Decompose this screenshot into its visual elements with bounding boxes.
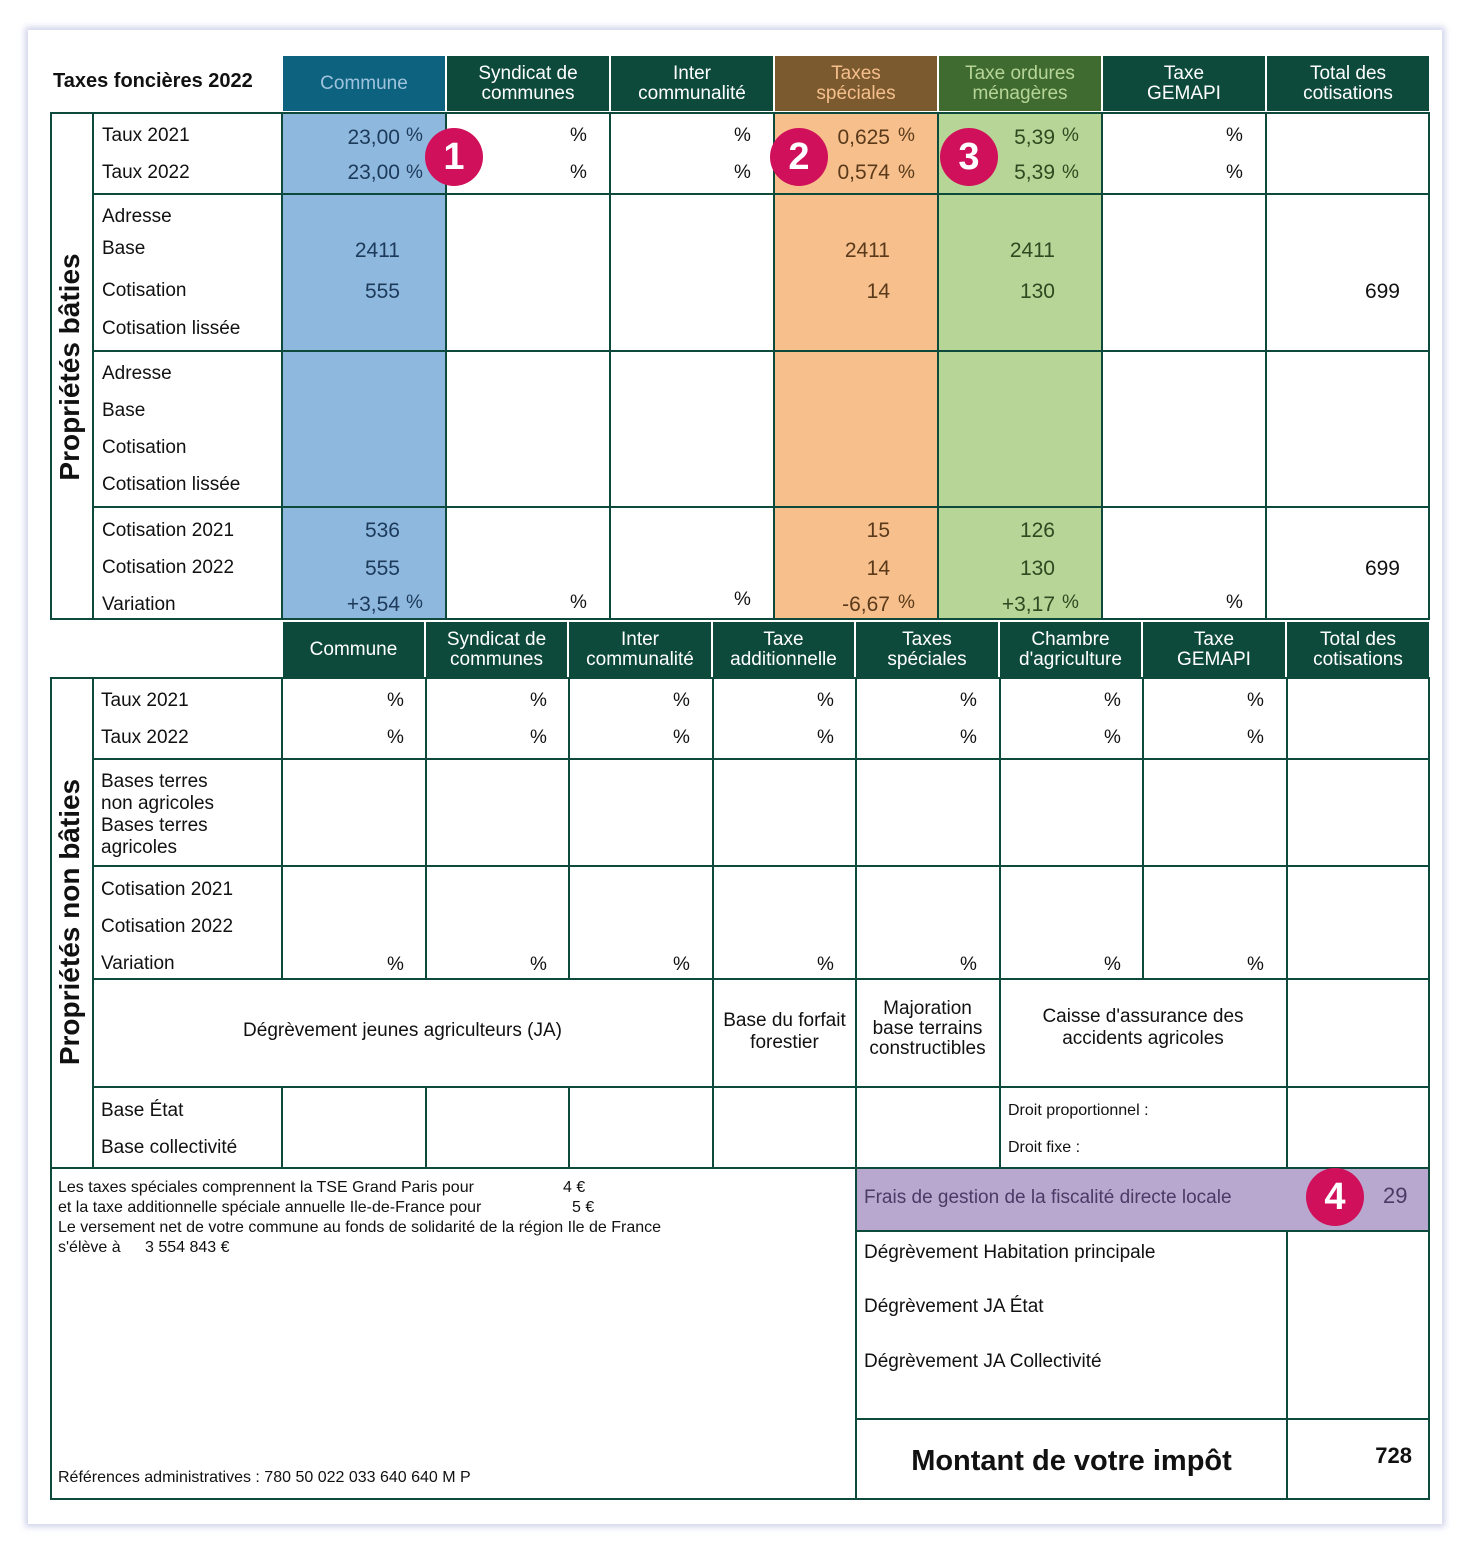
pct: % — [734, 125, 751, 146]
header-gemapi — [1103, 56, 1265, 111]
note-line2-val: 5 € — [572, 1199, 595, 1216]
label-adresse: Adresse — [102, 206, 172, 227]
label-taux-2021: Taux 2021 — [102, 125, 190, 146]
grid-line — [92, 350, 1430, 352]
grid-line — [92, 865, 1430, 867]
grid-line — [281, 677, 283, 979]
label-adresse: Adresse — [102, 363, 172, 384]
grid-line — [92, 758, 1430, 760]
frais-label: Frais de gestion de la fiscalité directe locale — [864, 1187, 1232, 1208]
grid-line — [568, 677, 570, 979]
document-frame — [28, 30, 1442, 1524]
label-cotisation-lissee: Cotisation lissée — [102, 474, 241, 495]
total-cot-2022: 699 — [1364, 557, 1400, 580]
grid-line — [856, 1230, 1430, 1232]
header-syndicat — [447, 56, 609, 111]
label-cotisation-2022: Cotisation 2022 — [102, 557, 235, 578]
note-line4-val: 3 554 843 € — [145, 1239, 230, 1256]
pct: % — [898, 592, 915, 613]
pct: % — [673, 690, 690, 711]
ordures-highlight — [938, 112, 1102, 620]
nb-bases-line: non agricoles — [101, 793, 215, 814]
nb-header-intercommunalite — [569, 622, 711, 677]
nb-header-chambre — [1000, 622, 1141, 677]
speciales-base: 2411 — [844, 239, 890, 262]
nb-bases-line: Bases terres — [101, 815, 208, 836]
nb-label-taux-2021: Taux 2021 — [101, 690, 189, 711]
grid-line — [50, 677, 1430, 679]
deg-ja-etat: Dégrèvement JA État — [864, 1296, 1044, 1317]
ordures-cotisation: 130 — [1019, 280, 1055, 303]
pct: % — [387, 954, 404, 975]
pct: % — [817, 690, 834, 711]
header-commune: Commune — [283, 56, 445, 111]
pct: % — [1062, 125, 1079, 146]
pct: % — [1247, 727, 1264, 748]
header-taxes-speciales — [775, 56, 937, 111]
badge-3: 3 — [940, 128, 998, 186]
forfait-line: Base du forfait — [723, 1010, 846, 1031]
label-base: Base — [102, 238, 146, 259]
commune-base: 2411 — [354, 239, 400, 262]
grid-line — [92, 193, 1430, 195]
pct: % — [960, 690, 977, 711]
commune-variation: +3,54 — [346, 593, 400, 616]
speciales-cot-2021: 15 — [866, 519, 890, 542]
label-cotisation: Cotisation — [102, 280, 187, 301]
speciales-taux-2021: 0,625 — [837, 126, 890, 149]
pct: % — [1062, 162, 1079, 183]
grid-line — [1265, 112, 1267, 620]
grid-line — [937, 112, 939, 620]
nb-header-label: Commune — [309, 638, 398, 660]
montant-value: 728 — [1375, 1443, 1412, 1468]
pct: % — [406, 592, 423, 613]
grid-line — [856, 1418, 1430, 1420]
label-taux-2022: Taux 2022 — [102, 162, 190, 183]
header-gemapi-label: Taxe GEMAPI — [1147, 62, 1221, 104]
nb-header-syndicat — [426, 622, 567, 677]
grid-line — [1428, 112, 1430, 620]
nb-label-variation: Variation — [101, 953, 175, 974]
speciales-cotisation: 14 — [866, 280, 890, 303]
commune-highlight — [283, 112, 447, 620]
deg-ja-collectivite: Dégrèvement JA Collectivité — [864, 1351, 1102, 1372]
montant-label: Montant de votre impôt — [911, 1445, 1232, 1477]
pct: % — [673, 727, 690, 748]
commune-cotisation: 555 — [364, 280, 400, 303]
frais-value: 29 — [1383, 1183, 1408, 1208]
label-droit-fixe: Droit fixe : — [1008, 1139, 1081, 1156]
header-total-label: Total des cotisations — [1303, 62, 1393, 104]
pct: % — [406, 162, 423, 183]
speciales-taux-2022: 0,574 — [837, 161, 890, 184]
forfait-line: forestier — [750, 1032, 819, 1053]
majoration-line: Majoration — [883, 998, 972, 1019]
pct: % — [1104, 690, 1121, 711]
pct: % — [1104, 727, 1121, 748]
grid-line — [50, 677, 52, 1500]
pct: % — [898, 125, 915, 146]
grid-line — [92, 677, 94, 1168]
grid-line — [855, 677, 857, 1500]
ordures-variation: +3,17 — [1001, 593, 1055, 616]
pct: % — [817, 954, 834, 975]
nb-header-label: Syndicat de communes — [446, 628, 547, 670]
nb-header-label: Chambre d'agriculture — [1019, 628, 1122, 670]
pct: % — [734, 589, 751, 610]
deg-habitation: Dégrèvement Habitation principale — [864, 1242, 1156, 1263]
label-cotisation: Cotisation — [102, 437, 187, 458]
nb-header-taxes-speciales — [856, 622, 998, 677]
page-title: Taxes foncières 2022 — [53, 70, 253, 92]
pct: % — [406, 125, 423, 146]
commune-taux-2022: 23,00 — [347, 161, 400, 184]
speciales-cot-2022: 14 — [866, 557, 890, 580]
header-ordures — [939, 56, 1101, 111]
commune-cot-2021: 536 — [364, 519, 400, 542]
nb-header-label: Taxes spéciales — [887, 628, 967, 670]
grid-line — [712, 677, 714, 1168]
nb-header-label: Inter communalité — [586, 628, 694, 670]
grid-line — [92, 112, 94, 620]
commune-taux-2021: 23,00 — [347, 126, 400, 149]
pct: % — [1247, 690, 1264, 711]
pct: % — [1226, 162, 1243, 183]
pct: % — [1226, 125, 1243, 146]
grid-line — [1428, 677, 1430, 1500]
grid-line — [1101, 112, 1103, 620]
badge-2: 2 — [770, 128, 828, 186]
nb-header-taxe-additionnelle — [713, 622, 854, 677]
header-intercommunalite-label: Inter communalité — [638, 62, 746, 104]
label-cotisation-2021: Cotisation 2021 — [102, 520, 235, 541]
references: Références administratives : 780 50 022 033 640 640 M P — [58, 1469, 471, 1486]
majoration-line: constructibles — [869, 1038, 986, 1059]
grid-line — [281, 1086, 283, 1168]
nb-header-commune — [283, 622, 424, 677]
grid-line — [999, 677, 1001, 1168]
label-cotisation-lissee: Cotisation lissée — [102, 318, 241, 339]
nb-header-label: Total des cotisations — [1313, 628, 1403, 670]
note-line1: Les taxes spéciales comprennent la TSE Grand Paris pour — [58, 1179, 474, 1196]
grid-line — [92, 1086, 1430, 1088]
label-base-etat: Base État — [101, 1100, 184, 1121]
grid-line — [281, 112, 283, 620]
nb-label-taux-2022: Taux 2022 — [101, 727, 189, 748]
grid-line — [1142, 677, 1144, 979]
nb-header-gemapi — [1143, 622, 1285, 677]
caisse-line: Caisse d'assurance des — [1042, 1006, 1244, 1027]
grid-line — [609, 112, 611, 620]
nb-header-total — [1287, 622, 1429, 677]
badge-1: 1 — [425, 128, 483, 186]
label-base: Base — [102, 400, 146, 421]
label-base-collectivite: Base collectivité — [101, 1137, 238, 1158]
commune-cot-2022: 555 — [364, 557, 400, 580]
note-line4: s'élève à — [58, 1239, 121, 1256]
ordures-taux-2022: 5,39 — [1014, 161, 1055, 184]
pct: % — [960, 727, 977, 748]
degrevement-ja: Dégrèvement jeunes agriculteurs (JA) — [243, 1020, 562, 1041]
note-line1-val: 4 € — [563, 1179, 586, 1196]
grid-line — [445, 112, 447, 620]
total-cotisation: 699 — [1364, 280, 1400, 303]
grid-line — [425, 677, 427, 979]
grid-line — [568, 1086, 570, 1168]
grid-line — [773, 112, 775, 620]
nb-header-label: Taxe GEMAPI — [1177, 628, 1251, 670]
pct: % — [734, 162, 751, 183]
grid-line — [50, 1498, 1430, 1500]
grid-line — [50, 618, 1430, 620]
header-intercommunalite — [611, 56, 773, 111]
pct: % — [1226, 592, 1243, 613]
pct: % — [673, 954, 690, 975]
side-label-bati: Propriétés bâties — [54, 253, 85, 481]
nb-label-cot-2022: Cotisation 2022 — [101, 916, 234, 937]
nb-header-label: Taxe additionnelle — [730, 628, 837, 670]
header-syndicat-label: Syndicat de communes — [478, 62, 578, 104]
ordures-cot-2021: 126 — [1019, 519, 1055, 542]
speciales-variation: -6,67 — [842, 593, 890, 616]
pct: % — [570, 592, 587, 613]
note-line3: Le versement net de votre commune au fonds de solidarité de la région Ile de France — [58, 1219, 662, 1236]
header-taxes-speciales-label: Taxes spéciales — [816, 62, 896, 104]
grid-line — [425, 1086, 427, 1168]
pct: % — [530, 954, 547, 975]
pct: % — [1062, 592, 1079, 613]
pct: % — [530, 727, 547, 748]
side-label-non-bati: Propriétés non bâties — [54, 778, 85, 1066]
pct: % — [1104, 954, 1121, 975]
pct: % — [960, 954, 977, 975]
majoration-line: base terrains — [872, 1018, 983, 1039]
pct: % — [570, 125, 587, 146]
pct: % — [387, 690, 404, 711]
label-variation: Variation — [102, 594, 176, 615]
nb-bases-line: Bases terres — [101, 771, 208, 792]
pct: % — [1247, 954, 1264, 975]
label-droit-proportionnel: Droit proportionnel : — [1008, 1102, 1149, 1119]
grid-line — [50, 112, 52, 620]
caisse-line: accidents agricoles — [1062, 1028, 1224, 1049]
pct: % — [898, 162, 915, 183]
note-line2: et la taxe additionnelle spéciale annuelle Ile-de-France pour — [58, 1199, 482, 1216]
grid-line — [1286, 677, 1288, 1500]
speciales-highlight — [773, 112, 938, 620]
grid-line — [92, 978, 1430, 980]
grid-line — [92, 506, 1430, 508]
ordures-base: 2411 — [1009, 239, 1055, 262]
ordures-taux-2021: 5,39 — [1014, 126, 1055, 149]
header-total — [1267, 56, 1429, 111]
pct: % — [570, 162, 587, 183]
nb-bases-line: agricoles — [101, 837, 178, 858]
grid-line — [50, 112, 1430, 114]
pct: % — [817, 727, 834, 748]
pct: % — [530, 690, 547, 711]
header-ordures-label: Taxe ordures ménagères — [965, 62, 1075, 104]
nb-label-cot-2021: Cotisation 2021 — [101, 879, 234, 900]
pct: % — [387, 727, 404, 748]
ordures-cot-2022: 130 — [1019, 557, 1055, 580]
badge-4: 4 — [1306, 1168, 1364, 1226]
